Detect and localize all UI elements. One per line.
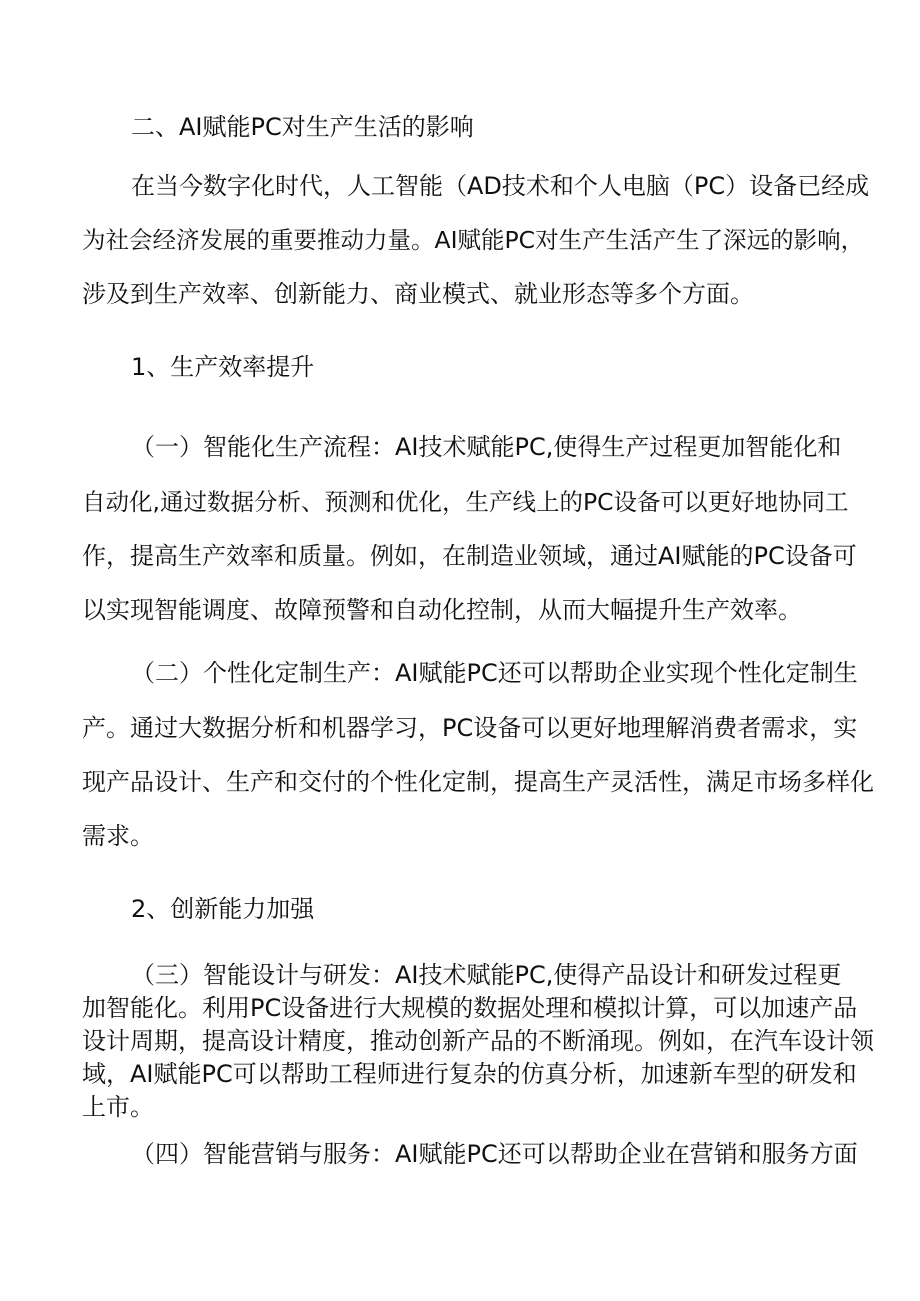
item-3-line-4: 域，AI赋能PC可以帮助工程师进行复杂的仿真分析，加速新车型的研发和: [82, 1060, 857, 1088]
item-2-line-3: 现产品设计、生产和交付的个性化定制，提高生产灵活性，满足市场多样化: [82, 768, 874, 796]
item-3-line-1: （三）智能设计与研发：AI技术赋能PC,使得产品设计和研发过程更: [131, 961, 842, 989]
item-3-line-2: 加智能化。利用PC设备进行大规模的数据处理和模拟计算，可以加速产品: [82, 994, 858, 1022]
subsection-2-title: 2、创新能力加强: [131, 895, 315, 923]
section-heading: 二、AI赋能PC对生产生活的影响: [131, 113, 474, 141]
intro-line-2: 为社会经济发展的重要推动力量。AI赋能PC对生产生活产生了深远的影响，: [82, 226, 865, 254]
item-1-line-3: 作，提高生产效率和质量。例如，在制造业领域，通过AI赋能的PC设备可: [82, 542, 857, 570]
intro-line-1: 在当今数字化时代，人工智能（AD技术和个人电脑（PC）设备已经成: [131, 172, 870, 200]
intro-line-3: 涉及到生产效率、创新能力、商业模式、就业形态等多个方面。: [82, 280, 754, 308]
item-2-line-4: 需求。: [82, 822, 154, 850]
item-4-line-1: （四）智能营销与服务：AI赋能PC还可以帮助企业在营销和服务方面: [131, 1140, 858, 1168]
item-2-line-1: （二）个性化定制生产：AI赋能PC还可以帮助企业实现个性化定制生: [131, 659, 858, 687]
item-1-line-1: （一）智能化生产流程：AI技术赋能PC,使得生产过程更加智能化和: [131, 433, 842, 461]
item-3-line-5: 上市。: [82, 1093, 154, 1121]
item-3-line-3: 设计周期，提高设计精度，推动创新产品的不断涌现。例如，在汽车设计领: [82, 1027, 874, 1055]
item-1-line-4: 以实现智能调度、故障预警和自动化控制，从而大幅提升生产效率。: [82, 596, 802, 624]
item-1-line-2: 自动化,通过数据分析、预测和优化，生产线上的PC设备可以更好地协同工: [82, 488, 849, 516]
subsection-1-title: 1、生产效率提升: [131, 353, 315, 381]
item-2-line-2: 产。通过大数据分析和机器学习，PC设备可以更好地理解消费者需求，实: [82, 714, 858, 742]
